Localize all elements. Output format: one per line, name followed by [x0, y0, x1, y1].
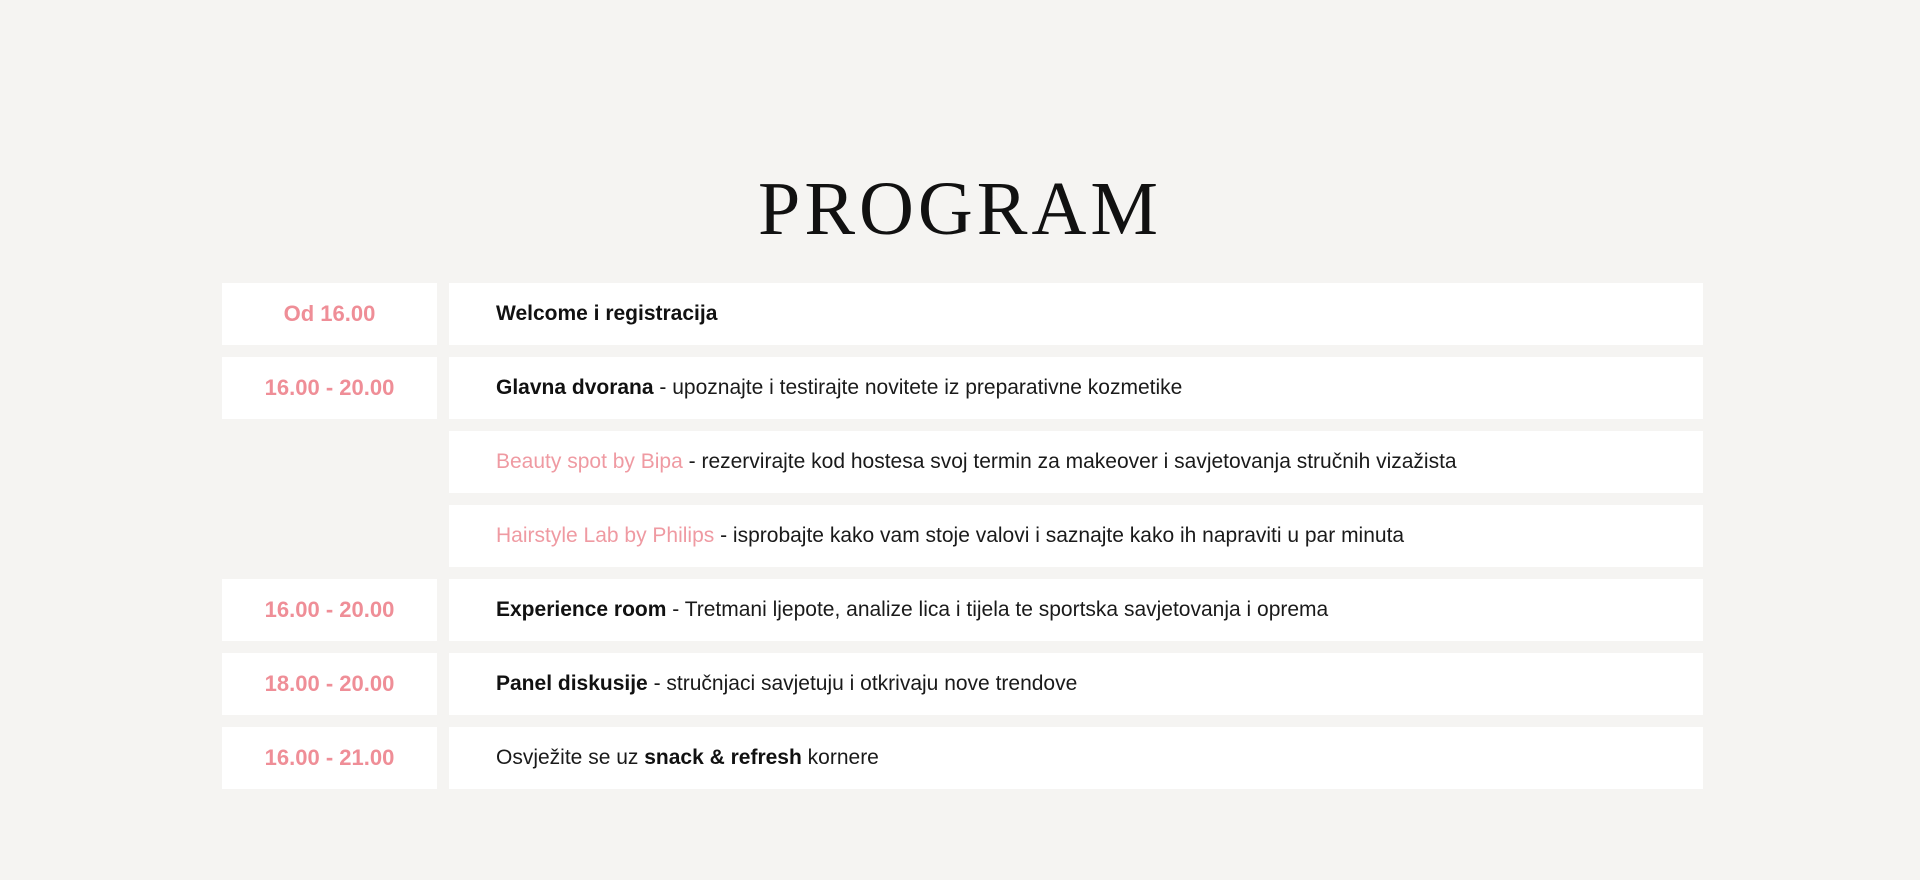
schedule-row — [222, 579, 1703, 641]
event-brand-link: Beauty spot by Bipa — [496, 450, 683, 473]
event-description — [449, 357, 1703, 419]
event-description — [449, 579, 1703, 641]
schedule-row — [222, 283, 1703, 345]
event-description — [449, 283, 1703, 345]
event-name: Welcome i registracija — [496, 302, 718, 325]
event-description — [449, 653, 1703, 715]
schedule-row — [222, 431, 1703, 493]
time-slot-empty — [222, 505, 437, 567]
time-slot: 16.00 - 20.00 — [222, 357, 437, 419]
event-description — [449, 727, 1703, 789]
event-name: snack & refresh — [644, 746, 802, 769]
event-detail-suffix: kornere — [801, 746, 879, 769]
event-detail: - upoznajte i testirajte novitete iz preparativne kozmetike — [653, 376, 1183, 399]
time-slot-empty — [222, 431, 437, 493]
event-name: Experience room — [496, 598, 667, 621]
event-name: Glavna dvorana — [496, 376, 654, 399]
program-schedule — [222, 283, 1703, 789]
event-name: Panel diskusije — [496, 672, 648, 695]
event-brand-link: Hairstyle Lab by Philips — [496, 524, 715, 547]
event-detail: - isprobajte kako vam stoje valovi i saznajte kako ih napraviti u par minuta — [714, 524, 1405, 547]
schedule-row — [222, 357, 1703, 419]
page-title: PROGRAM — [758, 166, 1162, 251]
schedule-row — [222, 505, 1703, 567]
time-slot: 18.00 - 20.00 — [222, 653, 437, 715]
event-detail-prefix: Osvježite se uz — [496, 746, 645, 769]
time-slot: 16.00 - 20.00 — [222, 579, 437, 641]
schedule-row — [222, 727, 1703, 789]
event-description — [449, 505, 1703, 567]
event-description — [449, 431, 1703, 493]
event-detail: - stručnjaci savjetuju i otkrivaju nove trendove — [647, 672, 1078, 695]
time-slot: 16.00 - 21.00 — [222, 727, 437, 789]
event-detail: - rezervirajte kod hostesa svoj termin za makeover i savjetovanja stručnih vizažista — [682, 450, 1457, 473]
time-slot: Od 16.00 — [222, 283, 437, 345]
event-detail: - Tretmani ljepote, analize lica i tijela te sportska savjetovanja i oprema — [666, 598, 1329, 621]
schedule-row — [222, 653, 1703, 715]
